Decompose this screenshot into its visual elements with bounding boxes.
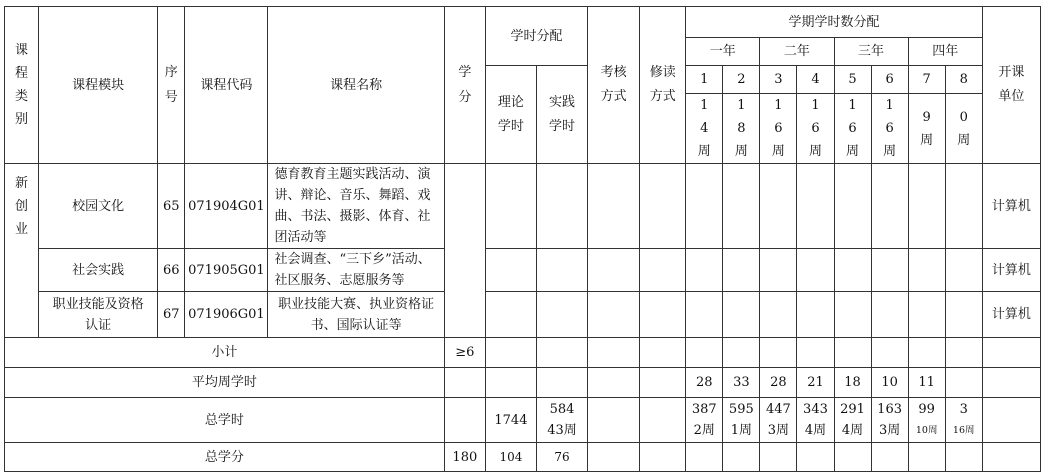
empty-cell [536, 338, 587, 368]
seq-cell: 67 [158, 292, 185, 338]
semester-cell [945, 292, 982, 338]
empty-cell [640, 368, 686, 398]
header-credit: 学分 [444, 7, 485, 164]
total-practice [536, 398, 587, 443]
avg-weekly-value: 18 [834, 368, 871, 398]
total-hours-value: 447 [765, 402, 791, 417]
empty-cell [908, 338, 945, 368]
dept-cell: 计算机 [982, 249, 1040, 292]
dept-cell: 计算机 [982, 164, 1040, 249]
total-hours-weeks: 4周 [841, 423, 864, 438]
total-hours-semester [797, 398, 834, 443]
total-hours-label: 总学时 [5, 398, 445, 443]
exam-cell [588, 164, 640, 249]
header-weeks: 16周 [871, 94, 908, 164]
total-hours-weeks: 16周 [952, 425, 975, 436]
total-practice-weeks: 43周 [547, 423, 577, 438]
category-cell: 新创业 [5, 164, 39, 338]
header-weeks: 14周 [686, 94, 723, 164]
avg-weekly-value: 28 [760, 368, 797, 398]
total-hours-semester [908, 398, 945, 443]
semester-cell [871, 249, 908, 292]
avg-weekly-value: 21 [797, 368, 834, 398]
seq-cell: 66 [158, 249, 185, 292]
header-semester: 3 [760, 66, 797, 94]
header-category: 课程类别 [5, 7, 39, 164]
theory-cell [485, 164, 536, 249]
table-row [5, 164, 1041, 249]
header-year-2: 二年 [760, 38, 834, 66]
practice-cell [536, 249, 587, 292]
header-dept: 开课单位 [982, 7, 1040, 164]
semester-cell [797, 249, 834, 292]
module-cell: 校园文化 [39, 164, 158, 249]
course-name-cell: 职业技能大赛、执业资格证书、国际认证等 [268, 292, 444, 338]
subtotal-credit: ≥6 [444, 338, 485, 368]
empty-cell [797, 443, 834, 472]
semester-cell [760, 292, 797, 338]
study-cell [640, 249, 686, 292]
total-hours-value: 291 [840, 402, 865, 417]
semester-cell [834, 292, 871, 338]
total-hours-weeks: 3周 [878, 423, 901, 438]
code-cell: 071905G01 [185, 249, 268, 292]
avg-weekly-label: 平均周学时 [5, 368, 445, 398]
module-cell: 职业技能及资格认证 [39, 292, 158, 338]
semester-cell [908, 249, 945, 292]
header-semester: 1 [686, 66, 723, 94]
empty-cell [588, 443, 640, 472]
header-practice: 实践学时 [536, 66, 587, 164]
total-practice-hours: 584 [549, 402, 575, 417]
header-weeks: 0周 [945, 94, 982, 164]
header-semester: 4 [797, 66, 834, 94]
semester-cell [834, 249, 871, 292]
header-seq: 序号 [158, 7, 185, 164]
header-weeks: 16周 [797, 94, 834, 164]
avg-weekly-value: 28 [686, 368, 723, 398]
total-hours-value: 99 [918, 402, 935, 417]
table-row [5, 249, 1041, 292]
empty-cell [834, 338, 871, 368]
empty-cell [945, 443, 982, 472]
total-hours-value: 163 [877, 402, 902, 417]
header-year-4: 四年 [908, 38, 982, 66]
header-year-1: 一年 [686, 38, 760, 66]
empty-cell [485, 338, 536, 368]
header-semester: 8 [945, 66, 982, 94]
header-semester-dist: 学期学时数分配 [686, 7, 983, 38]
header-theory: 理论学时 [485, 66, 536, 164]
code-cell: 071906G01 [185, 292, 268, 338]
empty-cell [834, 443, 871, 472]
total-hours-semester [723, 398, 760, 443]
total-hours-weeks: 3周 [767, 423, 790, 438]
total-hours-semester [945, 398, 982, 443]
empty-cell [760, 443, 797, 472]
total-hours-weeks: 4周 [804, 423, 827, 438]
total-hours-weeks: 10周 [915, 425, 938, 436]
avg-weekly-value: 10 [871, 368, 908, 398]
semester-cell [723, 292, 760, 338]
empty-cell [760, 338, 797, 368]
empty-cell [982, 398, 1040, 443]
theory-cell [485, 292, 536, 338]
empty-cell [797, 338, 834, 368]
exam-cell [588, 292, 640, 338]
semester-cell [723, 249, 760, 292]
semester-cell [686, 249, 723, 292]
total-hours-weeks: 2周 [693, 423, 715, 438]
empty-cell [871, 443, 908, 472]
total-credits-credit: 180 [444, 443, 485, 472]
semester-cell [945, 249, 982, 292]
total-theory: 1744 [485, 398, 536, 443]
header-semester: 2 [723, 66, 760, 94]
empty-cell [444, 398, 485, 443]
total-hours-value: 3 [959, 402, 968, 417]
semester-cell [834, 164, 871, 249]
course-name-cell: 社会调查、“三下乡”活动、社区服务、志愿服务等 [268, 249, 444, 292]
theory-cell [485, 249, 536, 292]
empty-cell [686, 443, 723, 472]
semester-cell [760, 249, 797, 292]
empty-cell [588, 338, 640, 368]
empty-cell [945, 338, 982, 368]
header-year-3: 三年 [834, 38, 908, 66]
total-hours-semester [871, 398, 908, 443]
practice-cell [536, 292, 587, 338]
semester-cell [686, 292, 723, 338]
empty-cell [588, 368, 640, 398]
total-credits-practice: 76 [536, 443, 587, 472]
practice-cell [536, 164, 587, 249]
semester-cell [871, 292, 908, 338]
total-hours-semester [834, 398, 871, 443]
seq-cell: 65 [158, 164, 185, 249]
total-hours-value: 387 [691, 402, 717, 417]
semester-cell [871, 164, 908, 249]
dept-cell: 计算机 [982, 292, 1040, 338]
total-hours-semester [686, 398, 723, 443]
empty-cell [723, 338, 760, 368]
semester-cell [797, 164, 834, 249]
semester-cell [797, 292, 834, 338]
avg-weekly-row [5, 368, 1041, 398]
avg-weekly-value: 33 [723, 368, 760, 398]
empty-cell [982, 338, 1040, 368]
header-weeks: 16周 [760, 94, 797, 164]
total-credits-label: 总学分 [5, 443, 445, 472]
study-cell [640, 292, 686, 338]
empty-cell [588, 398, 640, 443]
empty-cell [640, 443, 686, 472]
header-weeks: 9周 [908, 94, 945, 164]
header-name: 课程名称 [268, 7, 444, 164]
empty-cell [444, 368, 485, 398]
total-hours-weeks: 1周 [730, 423, 752, 438]
header-hours-dist: 学时分配 [485, 7, 587, 66]
empty-cell [908, 443, 945, 472]
empty-cell [485, 368, 536, 398]
empty-cell [871, 338, 908, 368]
module-cell: 社会实践 [39, 249, 158, 292]
subtotal-row [5, 338, 1041, 368]
empty-cell [686, 338, 723, 368]
total-credits-theory: 104 [485, 443, 536, 472]
subtotal-label: 小计 [5, 338, 445, 368]
code-cell: 071904G01 [185, 164, 268, 249]
header-code: 课程代码 [185, 7, 268, 164]
curriculum-table [4, 6, 1041, 472]
total-credits-row [5, 443, 1041, 472]
header-semester: 6 [871, 66, 908, 94]
header-weeks: 18周 [723, 94, 760, 164]
avg-weekly-value: 11 [908, 368, 945, 398]
empty-cell [640, 398, 686, 443]
empty-cell [982, 368, 1040, 398]
header-weeks: 16周 [834, 94, 871, 164]
semester-cell [723, 164, 760, 249]
empty-cell [723, 443, 760, 472]
study-cell [640, 164, 686, 249]
total-hours-value: 343 [803, 402, 828, 417]
semester-cell [686, 164, 723, 249]
empty-cell [982, 443, 1040, 472]
course-name-cell: 德育教育主题实践活动、演讲、辩论、音乐、舞蹈、戏曲、书法、摄影、体育、社团活动等 [268, 164, 444, 249]
total-hours-semester [760, 398, 797, 443]
total-hours-value: 595 [728, 402, 754, 417]
semester-cell [908, 164, 945, 249]
exam-cell [588, 249, 640, 292]
semester-cell [908, 292, 945, 338]
header-exam: 考核方式 [588, 7, 640, 164]
table-row [5, 292, 1041, 338]
header-semester: 5 [834, 66, 871, 94]
semester-cell [945, 164, 982, 249]
header-semester: 7 [908, 66, 945, 94]
header-module: 课程模块 [39, 7, 158, 164]
empty-cell [640, 338, 686, 368]
empty-cell [536, 368, 587, 398]
header-study: 修读方式 [640, 7, 686, 164]
avg-weekly-value [945, 368, 982, 398]
credit-cell [444, 164, 485, 338]
semester-cell [760, 164, 797, 249]
total-hours-row [5, 398, 1041, 443]
